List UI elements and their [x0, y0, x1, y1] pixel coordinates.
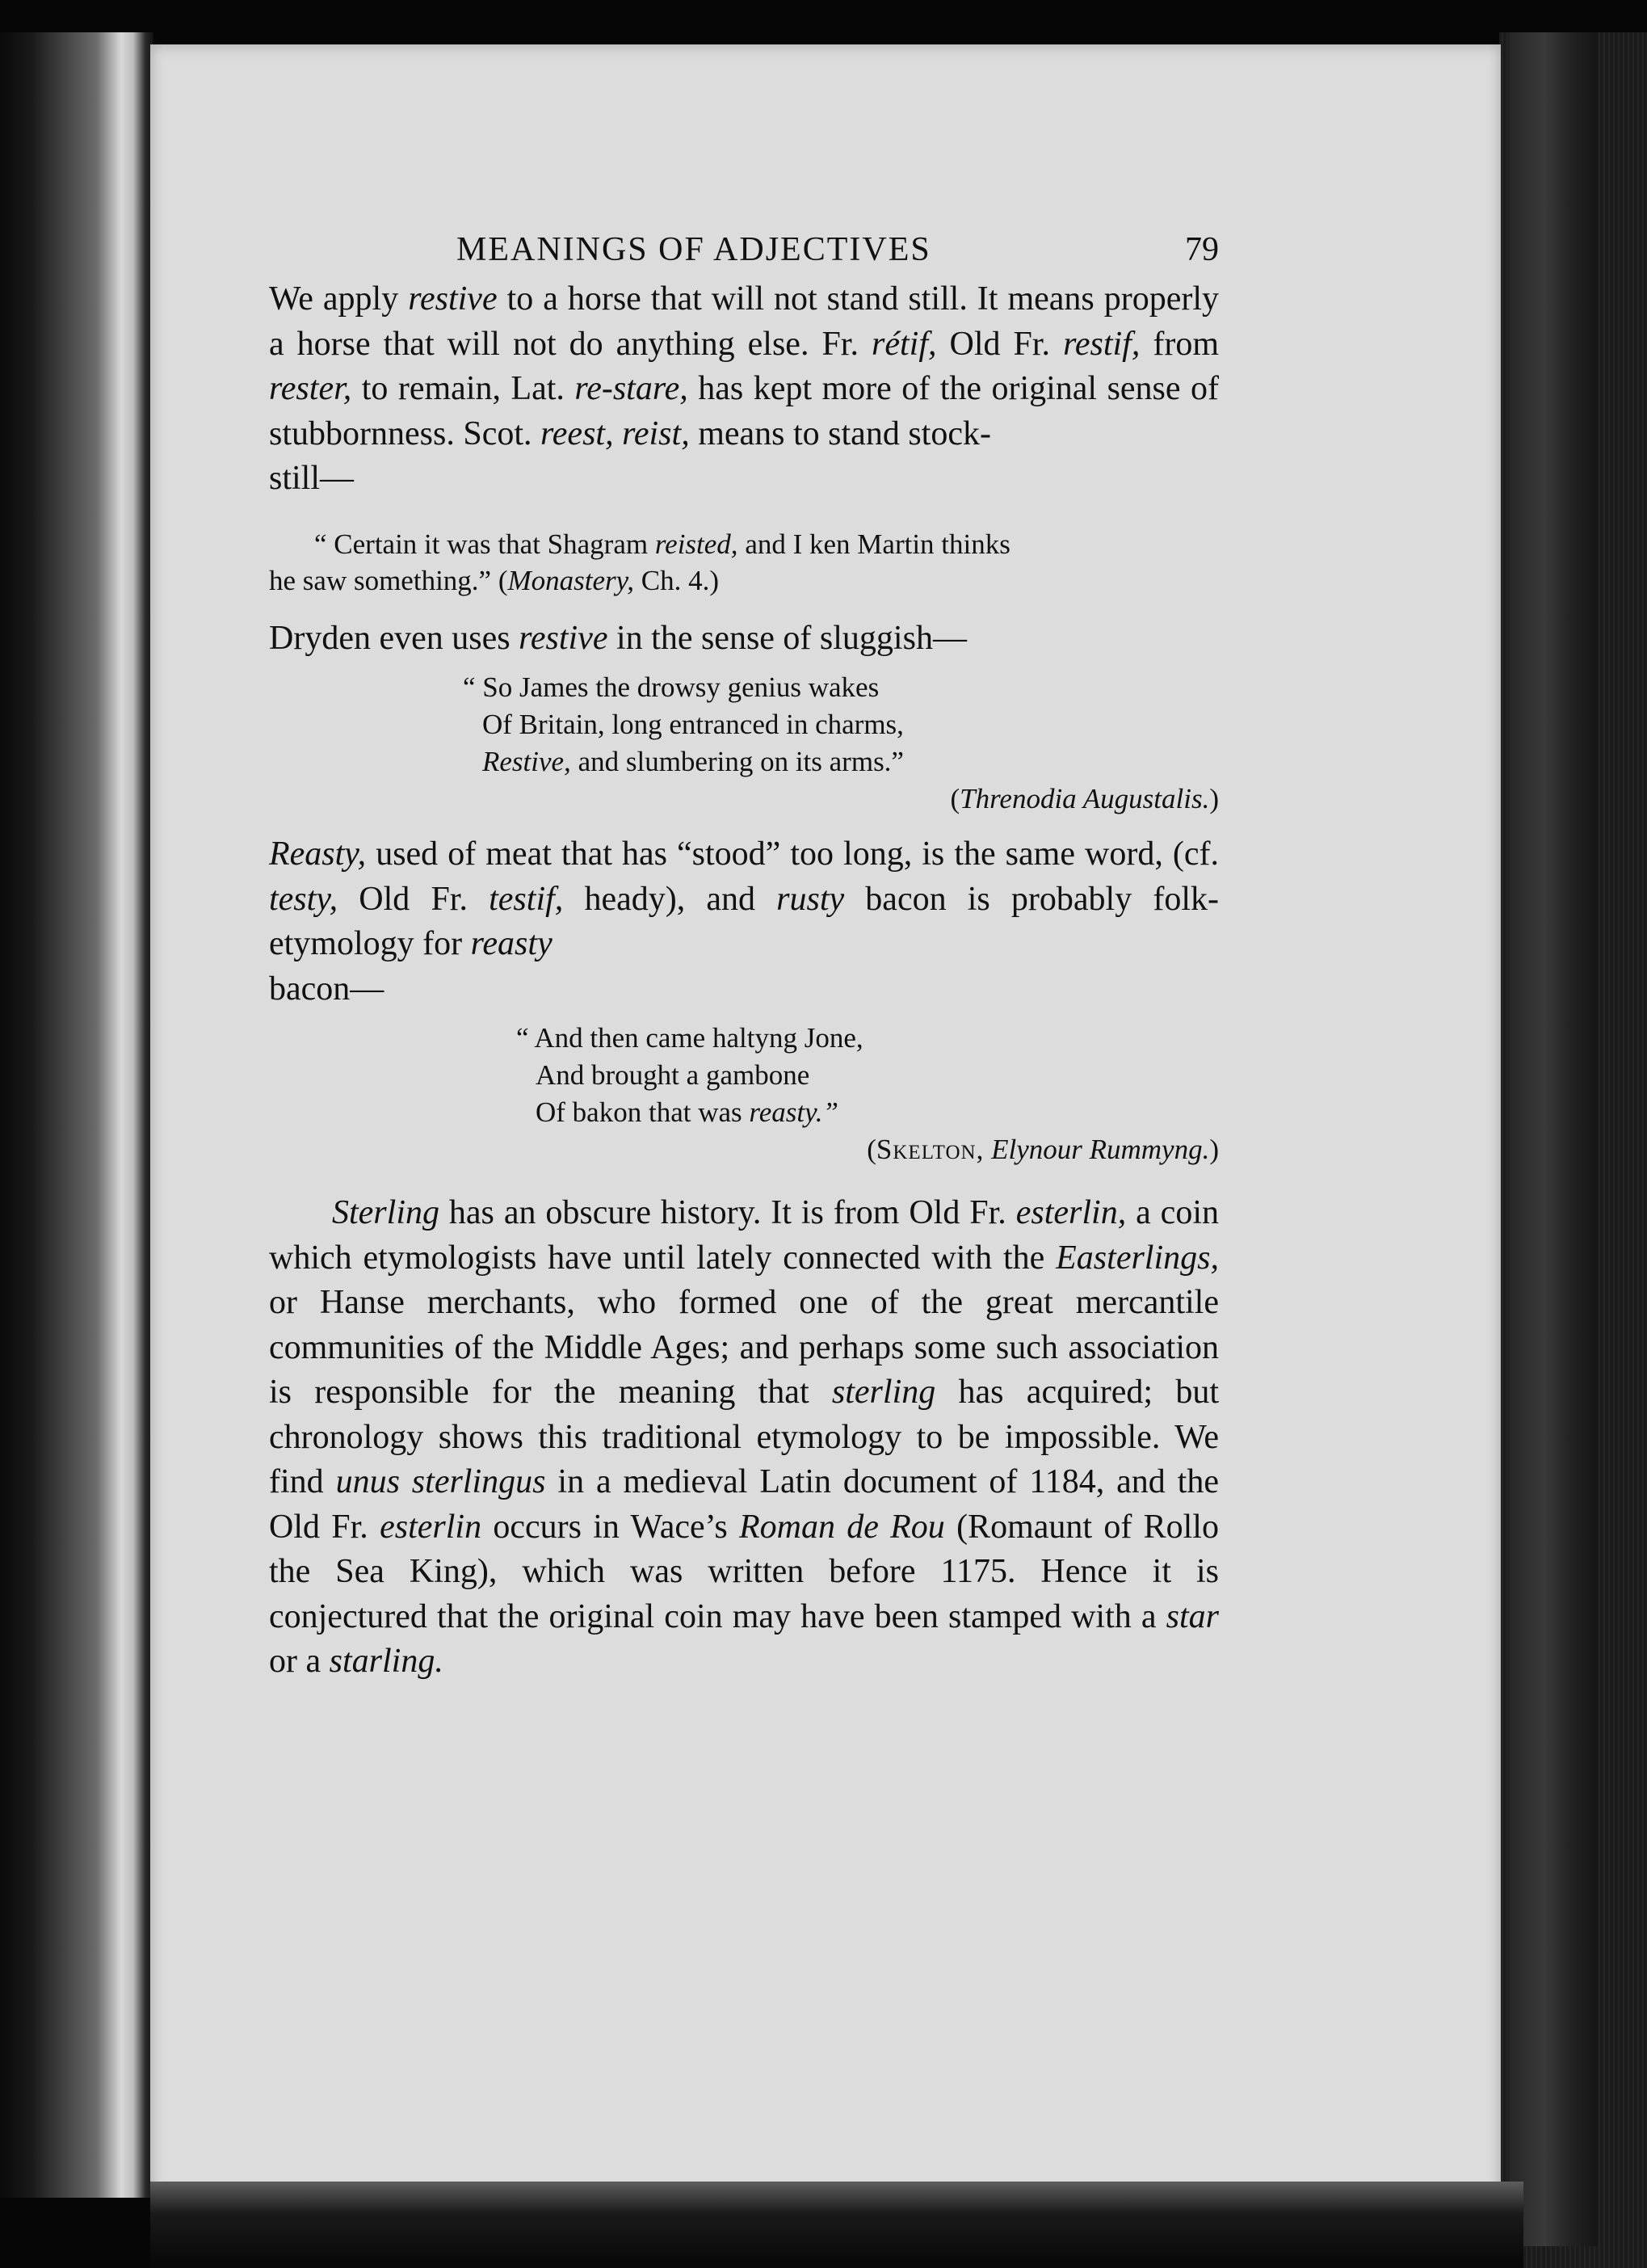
verse-skelton: “ And then came haltyng Jone, And brought a gambone Of bakon that was reasty.” (Skelton, Elynour Rummyng.) [269, 1020, 1219, 1168]
left-page-edge [0, 32, 153, 2198]
page-text [269, 230, 1219, 1685]
verse-citation: (Threnodia Augustalis.) [950, 783, 1219, 814]
running-title: MEANINGS OF ADJECTIVES [456, 231, 931, 268]
page-number: 79 [1185, 231, 1219, 268]
paragraph-restive: We apply restive to a horse that will not stand still. It means properly a horse that will not do anything else. Fr. rétif, Old Fr. restif, from rester, to remain, Lat. re-stare, has kept more of the original sense of stubbornness. Scot. reest, reist, means to stand stock- still— [269, 280, 1219, 497]
bottom-shadow [150, 2182, 1523, 2268]
running-header [269, 230, 1219, 277]
paragraph-reasty: Reasty, used of meat that has “stood” too long, is the same word, (cf. testy, Old Fr. testif, heady), and rusty bacon is probably folk-etymology for reasty bacon— [269, 835, 1219, 1008]
paragraph-dryden: Dryden even uses restive in the sense of sluggish— [269, 619, 967, 657]
verse-citation: (Skelton, Elynour Rummyng.) [867, 1134, 1219, 1165]
paragraph-sterling: Sterling has an obscure history. It is from Old Fr. esterlin, a coin which etymologists have until lately connected with the Easterlings, or Hanse merchants, who formed one of the great mercantile communities of the Middle Ages; and perhaps some such association is responsible for the meaning that sterling has acquired; but chronology shows this traditional etymology to be impossible. We find unus sterlingus in a medieval Latin document of 1184, and the Old Fr. esterlin occurs in Wace’s Roman de Rou (Romaunt of Rollo the Sea King), which was written before 1175. Hence it is conjectured that the original coin may have been stamped with a star or a starling. [269, 1194, 1220, 1680]
spine-shadow [1509, 32, 1598, 2246]
quote-monastery: “ Certain it was that Shagram reisted, and I ken Martin thinks he saw something.” (Monastery, Ch. 4.) [269, 528, 1010, 596]
verse-threnodia: “ So James the drowsy genius wakes Of Britain, long entranced in charms, Restive, and slumbering on its arms.” (Threnodia Augustalis.) [269, 669, 1219, 818]
